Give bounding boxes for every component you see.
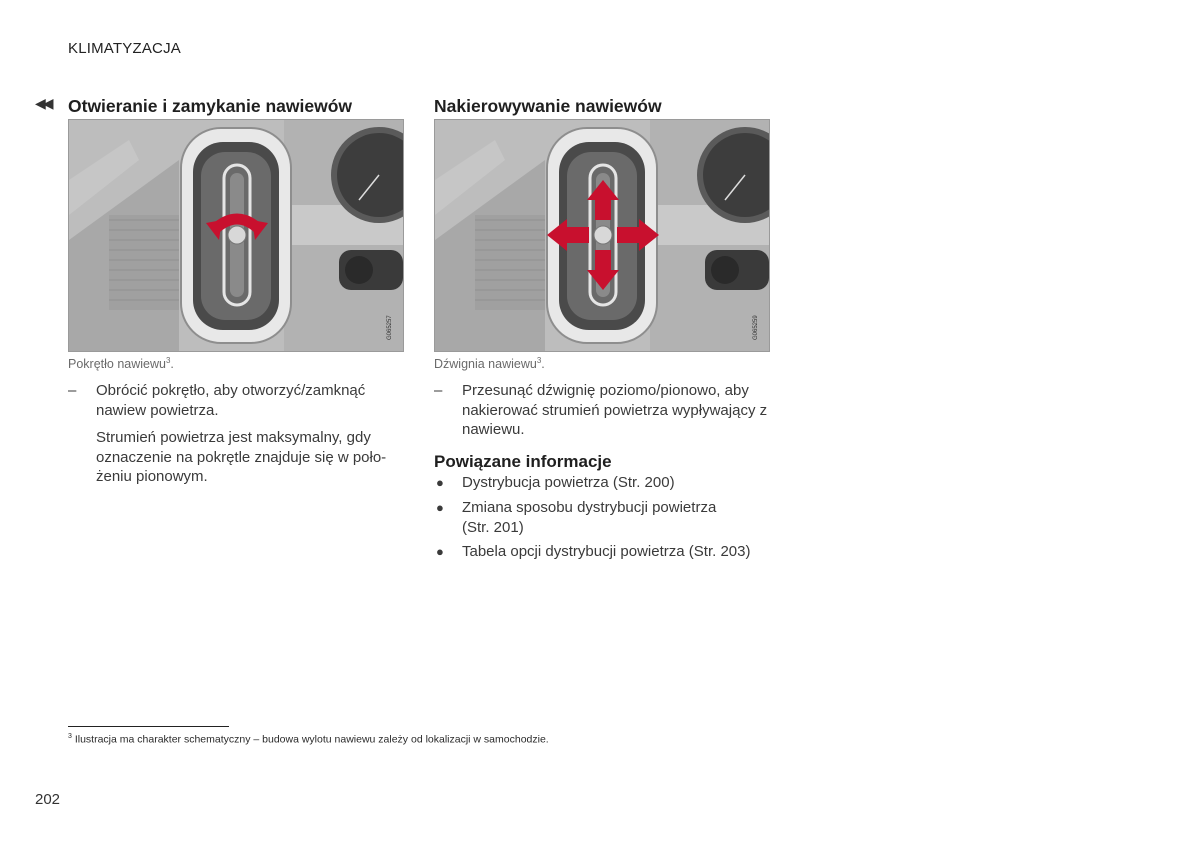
bullet-icon: ● xyxy=(436,544,444,559)
speaker-grille xyxy=(475,215,545,310)
vent-housing xyxy=(181,128,291,343)
bullet-icon: ● xyxy=(436,475,444,490)
figure-caption-right: Dźwignia nawiewu$^3$. xyxy=(434,356,545,372)
dash-marker: – xyxy=(68,382,77,399)
figure-caption-left: Pokrętło nawiewu$^3$. xyxy=(68,356,174,372)
page-number: 202 xyxy=(35,791,61,808)
airflow-note: Strumień powietrza jest maksymalny, gdy oznaczenie na pokrętle znajduje się w poło-żeniu pionowym. xyxy=(96,429,387,485)
figure-code-right: G065259 xyxy=(753,315,759,340)
speaker-grille xyxy=(109,215,179,310)
control-stalk xyxy=(339,250,403,290)
related-link-options-table[interactable]: ● Tabela opcji dystrybucji powietrza (Str. 203) xyxy=(436,543,751,560)
figure-vent-knob xyxy=(68,119,404,352)
footnote: $^3$ Ilustracja ma charakter schematyczny – budowa wylotu nawiewu zależy od lokalizacji w samochodzie. xyxy=(68,733,549,746)
back-arrow-icon[interactable]: ◀◀ xyxy=(35,95,51,111)
footnote-divider xyxy=(68,726,229,727)
section-title-direct: Nakierowywanie nawiewów xyxy=(434,96,662,116)
step-move-lever: – Przesunąć dźwignię poziomo/pionowo, aby nakierować strumień powietrza wypływający z nawiewu. xyxy=(434,382,768,438)
chapter-header: KLIMATYZACJA xyxy=(68,40,181,57)
figure-code-left: G065257 xyxy=(387,315,393,340)
related-link-change-distribution[interactable]: ● Zmiana sposobu dystrybucji powietrza (Str. 201) xyxy=(436,499,717,536)
related-info-title: Powiązane informacje xyxy=(434,452,612,471)
related-link-distribution[interactable]: ● Dystrybucja powietrza (Str. 200) xyxy=(436,474,675,491)
dash-marker: – xyxy=(434,382,443,399)
vent-lever-illustration xyxy=(435,120,769,351)
section-title-open-close: Otwieranie i zamykanie nawiewów xyxy=(68,96,352,116)
figure-vent-lever xyxy=(434,119,770,352)
control-stalk xyxy=(705,250,769,290)
vent-knob-illustration xyxy=(69,120,403,351)
step-rotate-knob: – Obrócić pokrętło, aby otworzyć/zamknąć nawiew powietrza. xyxy=(68,382,366,419)
bullet-icon: ● xyxy=(436,500,444,515)
